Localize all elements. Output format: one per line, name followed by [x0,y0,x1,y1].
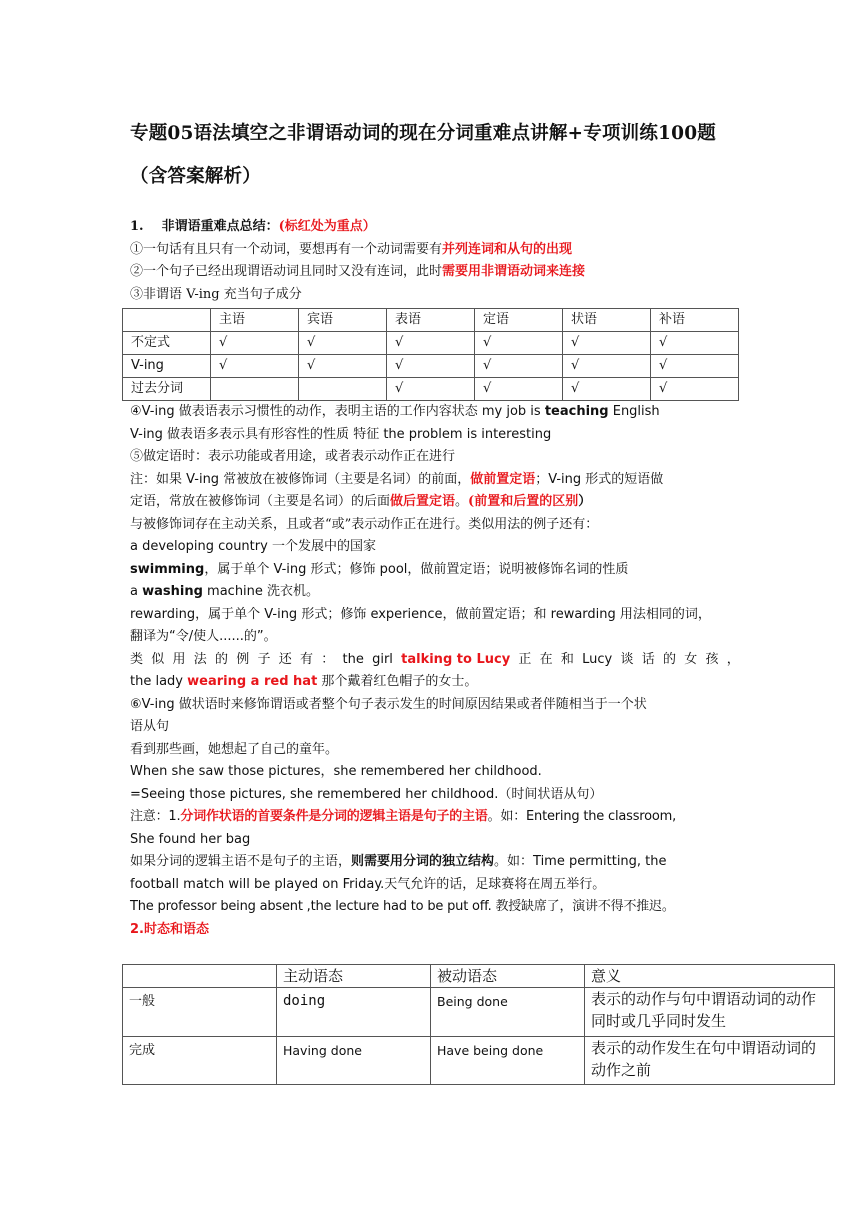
table-header-cell: 主语 [211,309,299,332]
body-line: a developing country 一个发展中的国家 [130,539,376,554]
table-header-cell: 表语 [387,309,475,332]
body-line: football match will be played on Friday.天气允许的话，足球赛将在周五举行。 [130,876,606,892]
table-header-cell: 宾语 [299,309,387,332]
word: 孩 [705,651,719,667]
word: 和 [560,651,574,667]
line-text: ，属于单个 V-ing 形式；修饰 pool，做前置定语；说明被修饰名词的性质 [204,561,629,577]
body-line [130,581,740,604]
line-text: 。 [455,494,469,509]
body-line: ⑤做定语时：表示功能或者用途，或者表示动作正在进行 [130,449,456,464]
table-cell: Have being done [431,1037,585,1085]
line-text: machine 洗衣机。 [202,584,320,599]
body-line: rewarding，属于单个 V-ing 形式；修饰 experience，做前置定语；和 rewarding 用法相同的词， [130,606,711,622]
table-cell [299,378,387,401]
line-text: a [130,584,143,599]
highlight-text: 分词作状语的首要条件是分词的逻辑主语是句子的主语 [180,809,488,824]
word: Lucy [582,651,613,667]
table-cell: 表示的动作发生在句中谓语动词的动作之前 [585,1037,835,1085]
line-text: ） [578,494,592,509]
body-line: V-ing 做表语多表示具有形容性的性质 特征 the problem is interesting [130,426,552,442]
line-text: 定语，常放在被修饰词（主要是名词）的后面 [130,494,391,509]
table-cell: √ [475,378,563,401]
rule-text: ②一个句子已经出现谓语动词且同时又没有连词，此时 [130,264,443,279]
body-line [130,491,740,514]
table-cell: V-ing [123,355,211,378]
table-row [123,988,835,1037]
table-cell: √ [563,355,651,378]
word: 类 [130,651,144,667]
table-cell: 表示的动作与句中谓语动词的动作同时或几乎同时发生 [585,988,835,1037]
table-cell: √ [475,355,563,378]
line-text: the lady [130,674,188,689]
rule-line-1 [130,239,740,262]
table-cell: √ [387,332,475,355]
section-heading [130,216,740,239]
table-header-cell: 主动语态 [277,965,431,988]
table-cell: 不定式 [123,332,211,355]
word: 法 [193,651,207,667]
table-header-cell [123,965,277,988]
table-cell: √ [299,332,387,355]
bold-text: 则需要用分词的独立结构 [351,854,495,869]
line-text: ④V-ing 做表语表示习惯性的动作，表明主语的工作内容状态 my job is [130,404,545,419]
function-table [122,308,739,401]
section-2-heading: 2.时态和语态 [130,921,209,937]
table-header-cell: 意义 [585,965,835,988]
table-header-cell: 被动语态 [431,965,585,988]
table-cell: 过去分词 [123,378,211,401]
body-line [130,559,740,582]
table-header-row [123,309,739,332]
table-cell: √ [651,378,739,401]
word: 用 [172,651,186,667]
table-header-cell: 状语 [563,309,651,332]
line-text: 。如：Entering the classroom, [487,809,677,824]
table-row [123,355,739,378]
highlight-text: wearing a red hat [187,674,318,689]
body-line [130,469,740,492]
word: 似 [151,651,165,667]
table-cell: √ [651,355,739,378]
line-text: 注意：1. [130,809,181,824]
rule-highlight: 并列连词和从句的出现 [442,241,573,257]
body-line: =Seeing those pictures, she remembered her childhood.（时间状语从句） [130,786,603,802]
table-cell: √ [211,332,299,355]
body-line: When she saw those pictures，she remembered her childhood. [130,764,542,779]
section-1-intro [130,216,740,306]
tense-voice-table [122,964,835,1085]
table-cell: Having done [277,1037,431,1085]
bold-word: swimming [130,561,205,577]
word: 女 [684,651,698,667]
table-header-cell [123,309,211,332]
table-cell: √ [299,355,387,378]
table-cell: √ [387,355,475,378]
body-line: 语从句 [130,719,170,734]
word: 还 [278,651,292,667]
body-line [130,671,740,694]
table-row [123,1037,835,1085]
table-cell: 一般 [123,988,277,1037]
heading-text: 非谓语重难点总结： [161,219,279,234]
table-cell: doing [277,988,431,1037]
line-text: ；V-ing 形式的短语做 [535,471,664,487]
word: ， [726,651,740,667]
line-text: 如果分词的逻辑主语不是句子的主语， [130,854,352,869]
word: 有 [300,651,314,667]
body-line: 看到那些画，她想起了自己的童年。 [130,741,339,757]
body-line [130,401,740,424]
rule-line-2 [130,261,740,284]
table-cell [211,378,299,401]
line-text: English [608,404,660,419]
rule-line-3: ③非谓语 V-ing 充当句子成分 [130,286,302,302]
line-text: 那个戴着红色帽子的女士。 [317,674,478,689]
body-line [130,806,740,829]
body-line [130,851,740,874]
highlight-text: 做前置定语 [470,471,536,487]
body-line: She found her bag [130,831,251,847]
highlight-text: 做后置定语 [390,494,456,509]
table-cell: √ [563,332,651,355]
word: 话 [641,651,655,667]
table-cell: √ [211,355,299,378]
body-line: 与被修饰词存在主动关系，且或者“或”表示动作正在进行。类似用法的例子还有： [130,516,599,532]
table-cell: √ [475,332,563,355]
word: ： [321,651,335,667]
word: 子 [257,651,271,667]
word: 在 [539,651,553,667]
highlight-text: (前置和后置的区别 [468,494,579,509]
body-line: ⑥V-ing 做状语时来修饰谓语或者整个句子表示发生的时间原因结果或者伴随相当于一个状 [130,696,647,712]
rule-text: ①一句话有且只有一个动词，要想再有一个动词需要有 [130,241,443,257]
word: 的 [215,651,229,667]
table-header-cell: 定语 [475,309,563,332]
body-line: 翻译为“令/使人......的”。 [130,629,277,644]
body-line-justified [130,649,740,672]
table-header-row [123,965,835,988]
rule-highlight: 需要用非谓语动词来连接 [442,264,586,279]
word: the [342,651,364,667]
body-line: The professor being absent ,the lecture had to be put off. 教授缺席了，演讲不得不推迟。 [130,899,675,914]
table-cell: √ [651,332,739,355]
heading-number: 1. [130,219,144,234]
table-cell: Being done [431,988,585,1037]
word: girl [372,651,393,667]
table-row [123,332,739,355]
word: 正 [518,651,532,667]
word: 谈 [620,651,634,667]
line-text: 注：如果 V-ing 常被放在被修饰词（主要是名词）的前面， [130,471,471,487]
bold-word: teaching [544,404,609,419]
word: 的 [663,651,677,667]
table-cell: √ [387,378,475,401]
bold-word: washing [142,584,203,599]
explanation-body [130,401,740,941]
table-cell: 完成 [123,1037,277,1085]
word: 例 [236,651,250,667]
line-text: 。如：Time permitting, the [494,854,667,869]
heading-red-note: (标红处为重点） [278,219,376,234]
table-cell: √ [563,378,651,401]
highlight-text: talking to Lucy [401,651,511,667]
table-row [123,378,739,401]
document-title: 专题05语法填空之非谓语动词的现在分词重难点讲解+专项训练100题（含答案解析） [130,123,716,187]
table-header-cell: 补语 [651,309,739,332]
